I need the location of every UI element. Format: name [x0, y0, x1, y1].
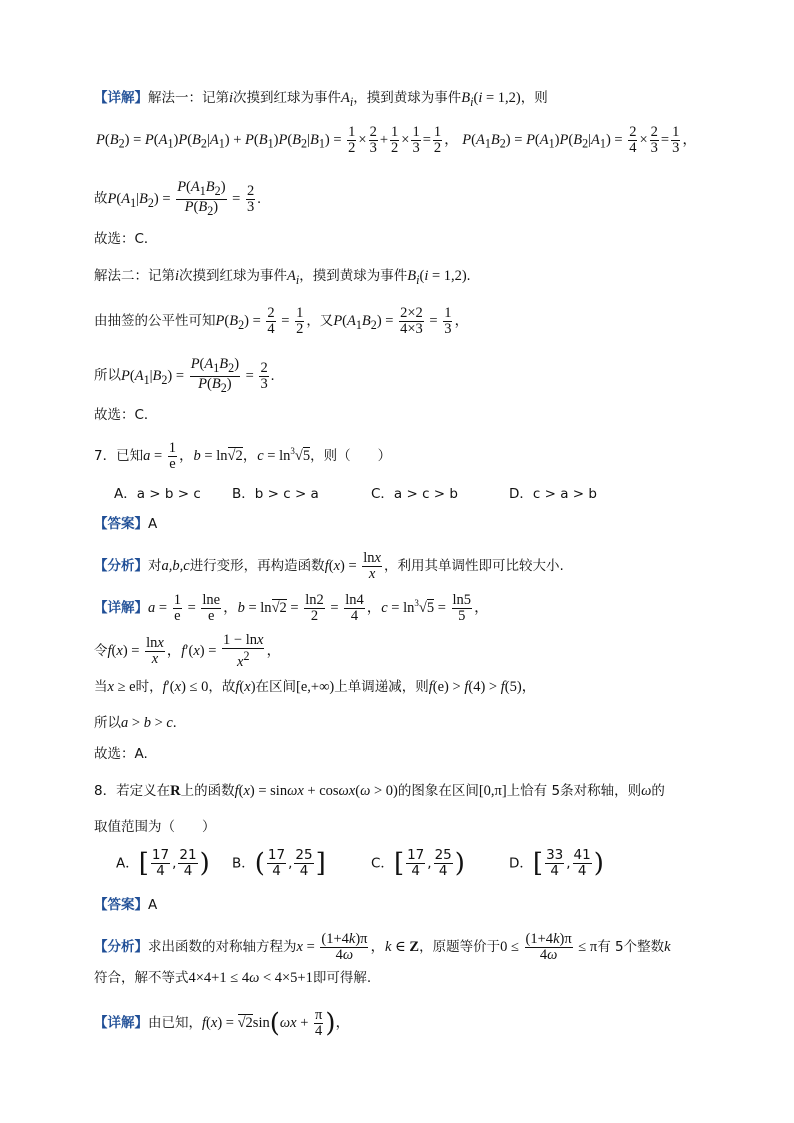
text-span: 的图象在区间	[397, 783, 479, 799]
answer-tag: 【答案】	[94, 516, 148, 532]
text-span: 令	[94, 642, 108, 659]
text-span: 进行变形，再构造函数	[189, 557, 325, 574]
text-span: ，利用其单调性即可比较大小.	[383, 557, 564, 574]
q8-option-d[interactable]: D．[ $\frac{33}{4}$ , $\frac{41}{4}$ )	[509, 847, 604, 879]
answer-value: A	[148, 516, 158, 532]
q7-analysis: 【分析】对a,b,c进行变形，再构造函数f(x) = $\frac{\ln x}{x}$ ，利用其单调性即可比较大小.	[94, 550, 564, 582]
q7-option-c[interactable]: C．a > c > b	[371, 486, 458, 502]
text-span: ，则	[520, 90, 548, 106]
question-8-line2: 取值范围为（ ）	[94, 819, 216, 835]
q7-conclusion: 所以a > b > c.	[94, 715, 177, 731]
q7-option-b[interactable]: B．b > c > a	[232, 486, 319, 502]
text-span: 由已知，	[148, 1014, 202, 1031]
q8-analysis-line1: 【分析】求出函数的对称轴方程为x = $\frac{(1+4k)\pi}{4\omega}$ ，k ∈ Z，原题等价于0 ≤ $\frac{(1+4k)\pi}{4\omega}$ ≤ π有 5个整数k	[94, 931, 671, 963]
method1-intro-line: 【详解】解法一：记第i次摸到红球为事件$A_i$，摸到黄球为事件$B_i(i = 1,2)$，则	[94, 90, 548, 109]
choose-c-2: 故选：C．	[94, 407, 158, 423]
text-span: ，摸到黄球为事件	[299, 268, 408, 284]
q7-option-d[interactable]: D．c > a > b	[509, 486, 597, 502]
text-span: 时，	[135, 679, 163, 695]
text-span: 对	[148, 557, 162, 574]
q8-option-b[interactable]: B．( $\frac{17}{4}$ , $\frac{25}{4}$ ]	[232, 847, 326, 879]
q8-answer	[94, 895, 157, 915]
text-span: 符合，解不等式	[94, 970, 189, 986]
q7-answer	[94, 514, 157, 534]
conditional-prob-line-1: 故$P(A_1|B_2)$ = $\frac{P(A_1B_2)}{P(B_2)}$ = $\frac{2}{3}$ .	[94, 179, 261, 218]
q7-derivative-line: 令f(x) = $\frac{\ln x}{x}$ ，f′(x) = $\frac{1 - \ln x}{x^2}$ ，	[94, 632, 281, 670]
q7-monotonic-line: 当x ≥ e时，f′(x) ≤ 0，故f(x)在区间[e,+∞)上单调递减，则f(e) > f(4) > f(5)，	[94, 679, 537, 695]
question-7: 7．已知a = $\frac{1}{e}$ ，b = ln√2，$c = \ln^3√5$，则（ ）	[94, 440, 392, 472]
text-span: ，又	[306, 312, 334, 329]
text-span: 所以	[94, 367, 121, 384]
choose-a-1: 故选：A.	[94, 746, 148, 762]
text-span: 有 5个整数	[597, 938, 665, 955]
text-span: ，故	[208, 679, 236, 695]
text-span: ，原题等价于	[419, 938, 501, 955]
analysis-tag: 【分析】	[94, 557, 148, 574]
answer-tag: 【答案】	[94, 897, 148, 913]
text-span: 次摸到红球为事件	[233, 90, 342, 106]
q8-analysis-line2: 符合，解不等式4×4+1 ≤ 4ω < 4×5+1即可得解.	[94, 970, 372, 986]
text-span: ，摸到黄球为事件	[353, 90, 462, 106]
text-span: 上恰有 5条对称轴，则	[506, 783, 642, 799]
text-span: 即可得解.	[312, 970, 372, 986]
detail-tag: 【详解】	[94, 1014, 148, 1031]
text-span: 在区间	[255, 679, 297, 695]
choose-c-1: 故选：C．	[94, 231, 158, 247]
conditional-prob-line-2: 所以$P(A_1|B_2)$ = $\frac{P(A_1B_2)}{P(B_2)}$ = $\frac{2}{3}$ .	[94, 356, 275, 395]
q7-option-a[interactable]: A．a > b > c	[114, 486, 201, 502]
fairness-line: 由抽签的公平性可知$P(B_2)$ = $\frac{2}{4}$ = $\frac{1}{2}$ ，又$P(A_1B_2)$ = $\frac{2\times 2}{4\times 3}$ = $\frac{1}{3}$ ，	[94, 305, 469, 337]
q8-option-c[interactable]: C．[ $\frac{17}{4}$ , $\frac{25}{4}$ )	[371, 847, 465, 879]
answer-value: A	[148, 897, 158, 913]
detail-tag: 【详解】	[94, 599, 148, 616]
analysis-tag: 【分析】	[94, 938, 148, 955]
text-span: 7．已知	[94, 447, 144, 464]
text-span: 求出函数的对称轴方程为	[148, 938, 297, 955]
text-span: 所以	[94, 715, 121, 731]
text-span: 由抽签的公平性可知	[94, 312, 216, 329]
text-span: 解法一：记第	[148, 90, 229, 106]
question-8-line1: 8．若定义在R上的函数f(x) = sinωx + cosωx(ω > 0)的图象在区间[0,π]上恰有 5条对称轴，则ω的	[94, 783, 665, 799]
text-span: ，则（ ）	[310, 447, 392, 464]
q7-detail: 【详解】a = $\frac{1}{e}$ = $\frac{\ln e}{e}$ ，b = ln√2 = $\frac{\ln 2}{2}$ = $\frac{\ln 4}{4}$ ，$c = \ln^3√5$ = $\frac{\ln 5}{5}$ ，	[94, 592, 489, 624]
text-span: 的	[651, 783, 665, 799]
q8-option-a[interactable]: A．[ $\frac{17}{4}$ , $\frac{21}{4}$ )	[116, 847, 210, 879]
formula-pb2: $P(B_2) = P(A_1)P(B_2|A_1) + P(B_1)P(B_2|B_1)$ = $\frac{1}{2}$ × $\frac{2}{3}$ + $\frac{1}{2}$ × $\frac{1}{3}$ = $\frac{1}{2}$ ， $P(A_1B_2) = P(A_1)P(B_2|A_1)$ = $\frac{2}{4}$ × $\frac{2}{3}$ = $\frac{1}{3}$ ，	[96, 124, 697, 156]
text-span: 当	[94, 679, 108, 695]
text-span: 解法二：记第	[94, 268, 175, 284]
text-span: 上单调递减，则	[334, 679, 429, 695]
text-span: 故	[94, 190, 108, 207]
method2-intro-line: 解法二：记第i次摸到红球为事件$A_i$，摸到黄球为事件$B_i(i = 1,2)$.	[94, 268, 471, 287]
text-span: 次摸到红球为事件	[179, 268, 288, 284]
text-span: 上的函数	[180, 783, 235, 799]
detail-tag: 【详解】	[94, 90, 148, 106]
text-span: 8．若定义在	[94, 783, 171, 799]
q8-detail: 【详解】由已知，f(x) = √2sin(ωx + $\frac{\pi}{4}$ )，	[94, 1007, 350, 1039]
